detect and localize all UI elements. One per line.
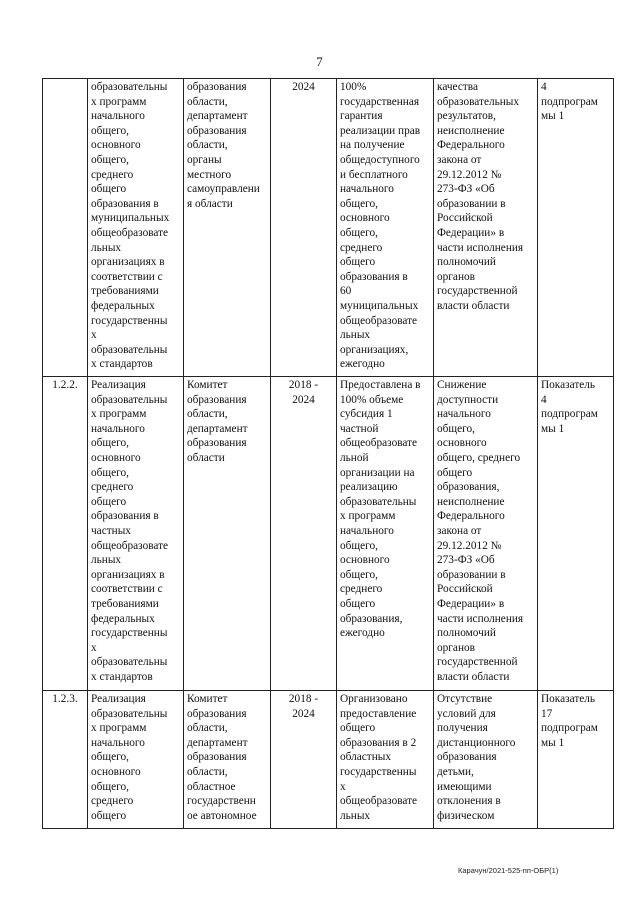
non-implementation-consequences: Отсутствие условий для получения дистанционного образования детьми, имеющими отклонения в физическом [434,691,538,829]
event-name: образовательны х программ начального общего, основного общего, среднего общего образования в муниципальных общеобразовате льных организациях в соответствии с требованиями федеральных государственны х образовательны х стандартов [88,79,184,377]
non-implementation-consequences: качества образовательных результатов, неисполнение Федерального закона от 29.12.2012 № 273-ФЗ «Об образовании в Российской Федерации» в части исполнения полномочий органов государственной власти области [434,79,538,377]
table-row [43,691,614,829]
non-implementation-consequences: Снижение доступности начального общего, основного общего, среднего общего образования, неисполнение Федерального закона от 29.12.2012 № 273-ФЗ «Об образовании в Российской Федерации» в части исполнения полномочий органов государственной власти области [434,377,538,691]
period: 2018 - 2024 [271,691,337,829]
page-number: 7 [316,54,323,69]
period: 2018 - 2024 [271,377,337,691]
row-number: 1.2.3. [43,691,88,829]
executor: Комитет образования области, департамент образования области, областное государственн ое автономное [184,691,271,829]
indicator-link: Показатель 4 подпрограм мы 1 [538,377,614,691]
executor: Комитет образования области, департамент образования области [184,377,271,691]
event-name: Реализация образовательны х программ начального общего, основного общего, среднего общего образования в частных общеобразовате льных организациях в соответствии с требованиями федеральных государственны х образовательны х стандартов [88,377,184,691]
event-name: Реализация образовательны х программ начального общего, основного общего, среднего общего [88,691,184,829]
indicator-link: Показатель 17 подпрограм мы 1 [538,691,614,829]
row-number: 1.2.2. [43,377,88,691]
expected-result: Предоставлена в 100% объеме субсидия 1 частной общеобразовате льной организации на реализацию образовательны х программ начального общего, основного общего, среднего общего образования, ежегодно [337,377,434,691]
expected-result: 100% государственная гарантия реализации прав на получение общедоступного и бесплатного начального общего, основного общего, среднего общего образования в 60 муниципальных общеобразовате льных организациях, ежегодно [337,79,434,377]
period: 2024 [271,79,337,377]
program-activities-table [42,78,614,829]
executor: образования области, департамент образования области, органы местного самоуправлени я области [184,79,271,377]
table-row [43,79,614,377]
expected-result: Организовано предоставление общего образования в 2 областных государственны х общеобразовате льных [337,691,434,829]
table-row [43,377,614,691]
document-code: Карачун/2021-525-пп-ОБР(1) [458,866,559,875]
row-number [43,79,88,377]
indicator-link: 4 подпрограм мы 1 [538,79,614,377]
